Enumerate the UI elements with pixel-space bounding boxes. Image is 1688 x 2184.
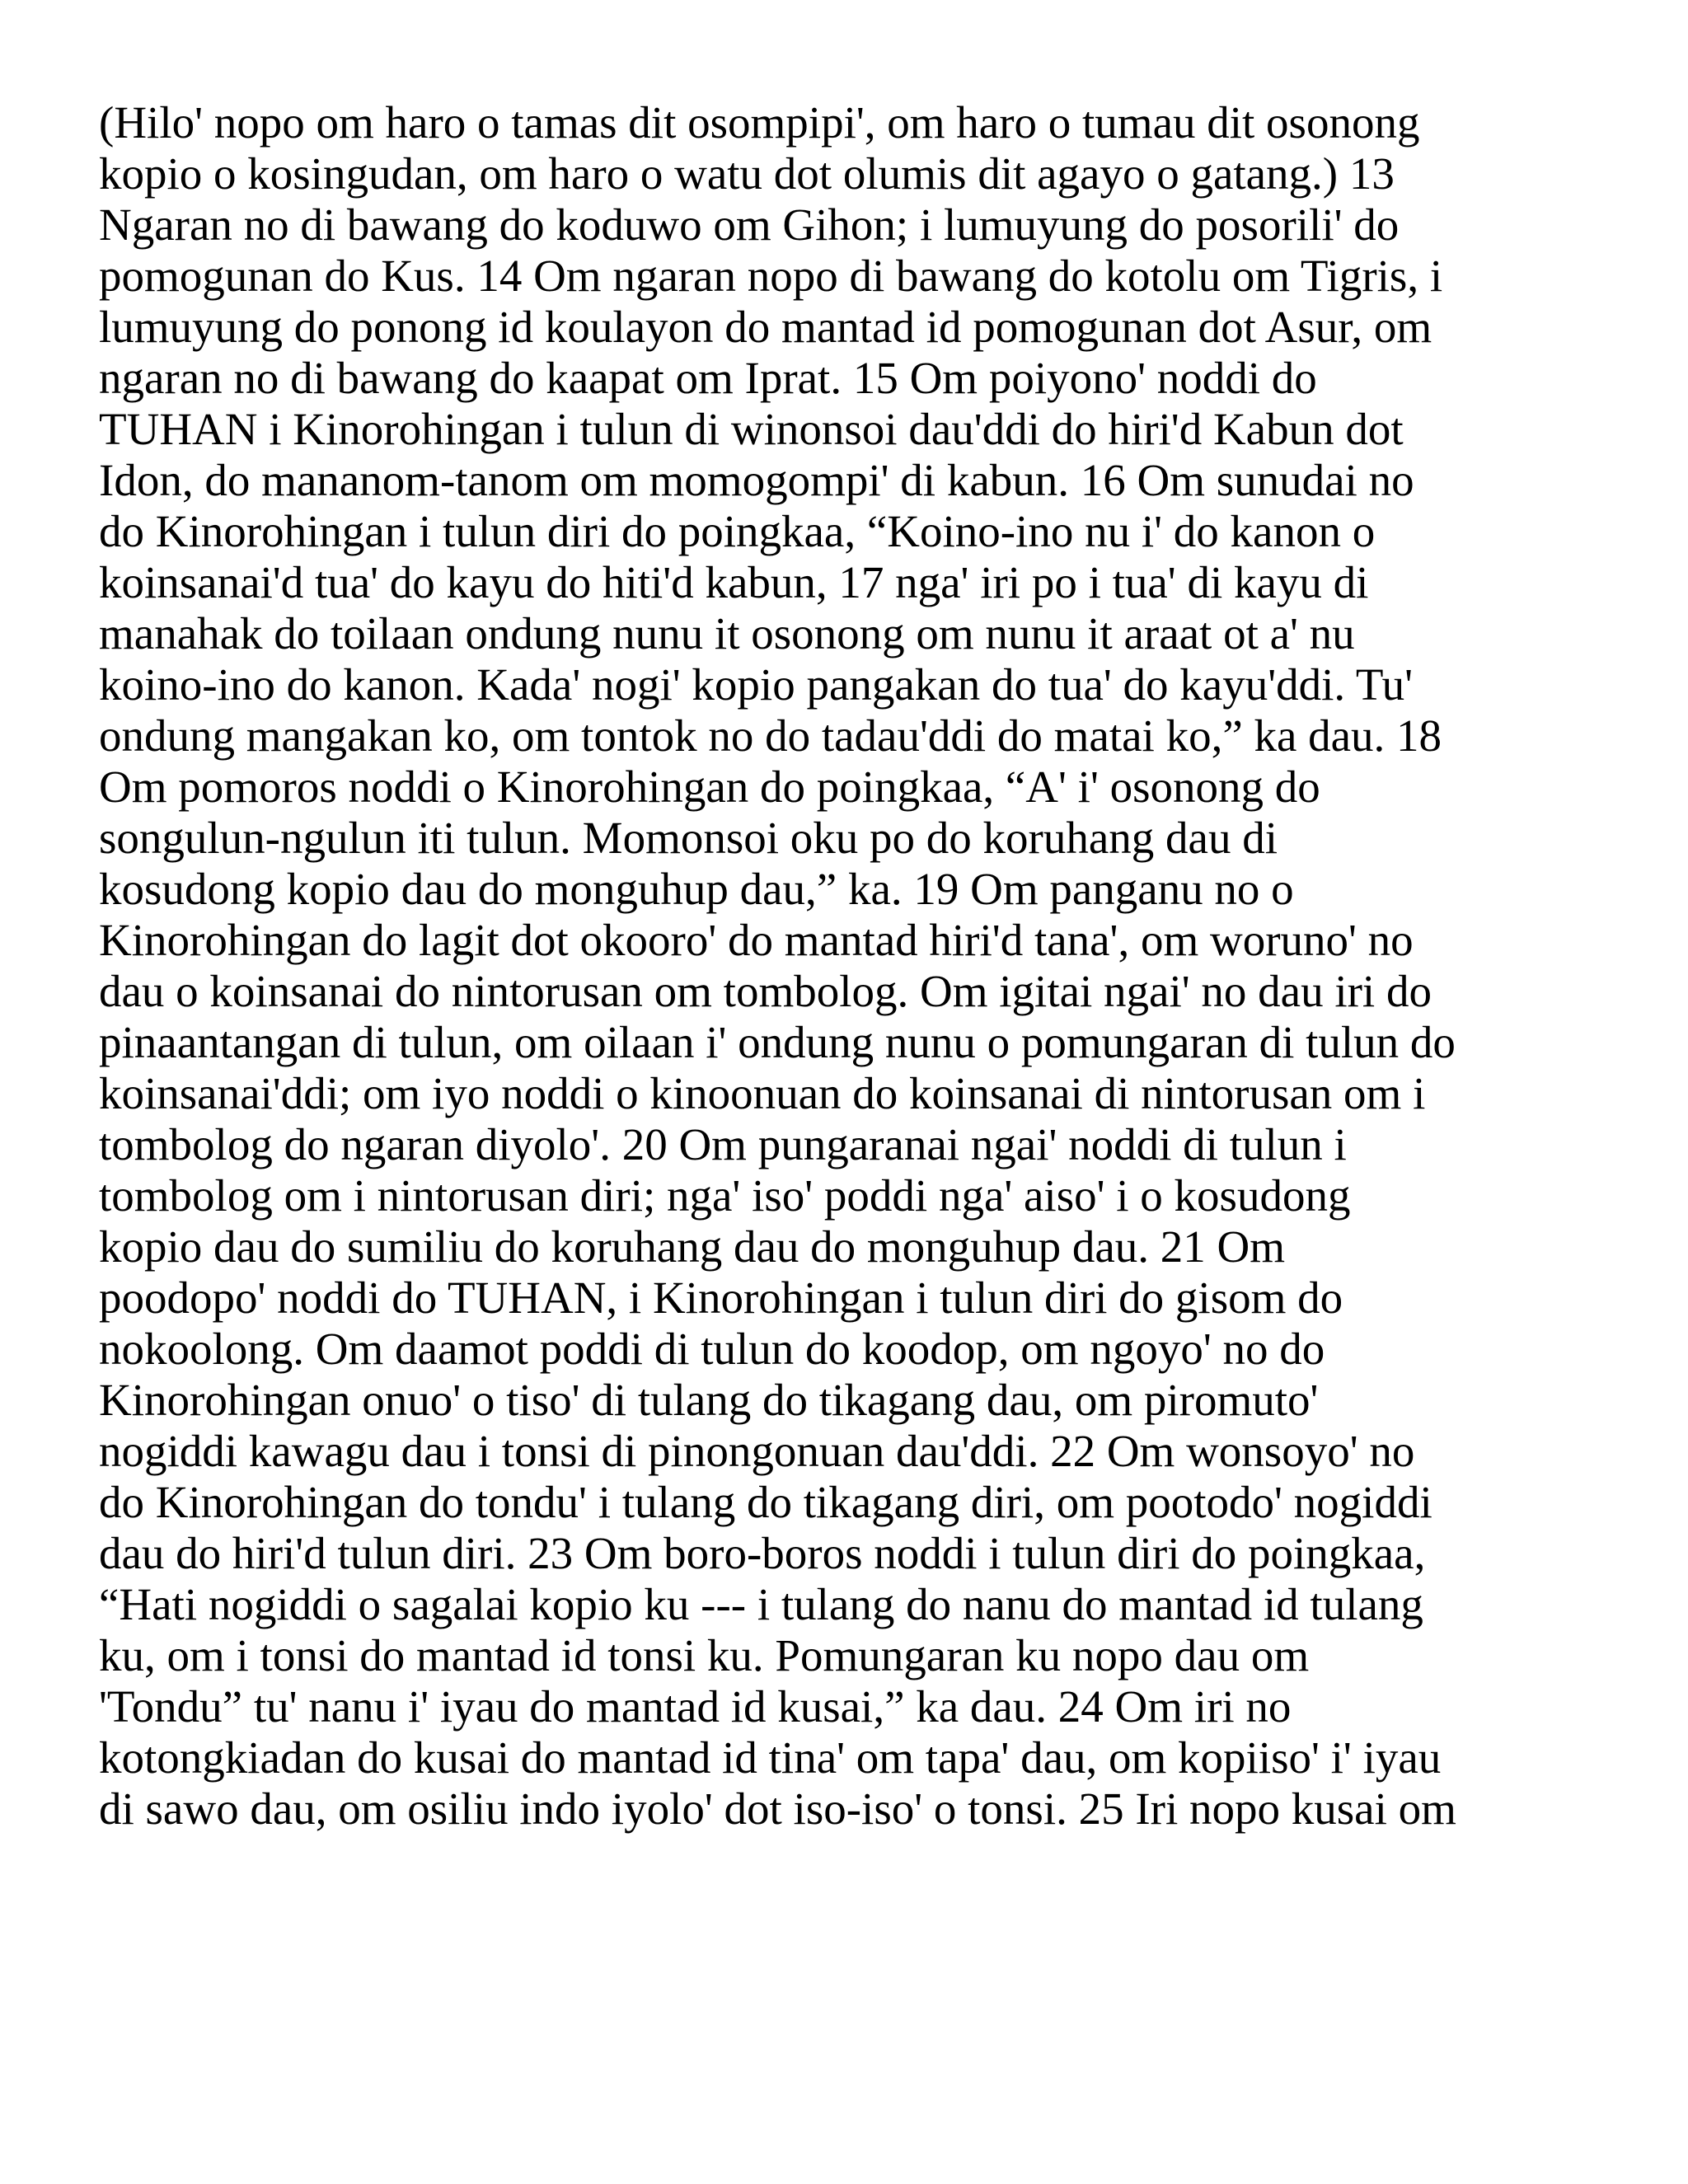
text-line: Ngaran no di bawang do koduwo om Gihon; i lumuyung do posorili' do [99, 199, 1400, 250]
text-line: dau o koinsanai do nintorusan om tombolog. Om igitai ngai' no dau iri do [99, 966, 1432, 1016]
body-text [99, 97, 1607, 1835]
text-line: kotongkiadan do kusai do mantad id tina' om tapa' dau, om kopiiso' i' iyau [99, 1732, 1442, 1783]
text-line: di sawo dau, om osiliu indo iyolo' dot iso-iso' o tonsi. 25 Iri nopo kusai om [99, 1783, 1456, 1834]
text-line: Idon, do mananom-tanom om momogompi' di kabun. 16 Om sunudai no [99, 455, 1414, 505]
text-line: (Hilo' nopo om haro o tamas dit osompipi', om haro o tumau dit osonong [99, 97, 1420, 148]
text-line: pinaantangan di tulun, om oilaan i' ondung nunu o pomungaran di tulun do [99, 1017, 1456, 1067]
text-line: manahak do toilaan ondung nunu it osonong om nunu it araat ot a' nu [99, 608, 1355, 658]
text-line: koino-ino do kanon. Kada' nogi' kopio pangakan do tua' do kayu'ddi. Tu' [99, 659, 1413, 710]
text-line: nokoolong. Om daamot poddi di tulun do koodop, om ngoyo' no do [99, 1324, 1325, 1374]
text-line: pomogunan do Kus. 14 Om ngaran nopo di bawang do kotolu om Tigris, i [99, 251, 1443, 301]
text-line: Kinorohingan onuo' o tiso' di tulang do tikagang dau, om piromuto' [99, 1375, 1319, 1425]
text-line: tombolog om i nintorusan diri; nga' iso' poddi nga' aiso' i o kosudong [99, 1170, 1351, 1221]
text-line: lumuyung do ponong id koulayon do mantad id pomogunan dot Asur, om [99, 302, 1432, 352]
text-line: koinsanai'd tua' do kayu do hiti'd kabun, 17 nga' iri po i tua' di kayu di [99, 557, 1369, 607]
text-line: poodopo' noddi do TUHAN, i Kinorohingan i tulun diri do gisom do [99, 1272, 1343, 1323]
text-line: koinsanai'ddi; om iyo noddi o kinoonuan do koinsanai di nintorusan om i [99, 1068, 1426, 1118]
text-line: ngaran no di bawang do kaapat om Iprat. 15 Om poiyono' noddi do [99, 353, 1317, 403]
text-line: kosudong kopio dau do monguhup dau,” ka. 19 Om panganu no o [99, 864, 1294, 914]
text-line: kopio o kosingudan, om haro o watu dot olumis dit agayo o gatang.) 13 [99, 148, 1395, 199]
text-line: do Kinorohingan do tondu' i tulang do tikagang diri, om pootodo' nogiddi [99, 1477, 1432, 1527]
text-line: songulun-ngulun iti tulun. Momonsoi oku po do koruhang dau di [99, 813, 1278, 863]
text-line: dau do hiri'd tulun diri. 23 Om boro-boros noddi i tulun diri do poingkaa, [99, 1528, 1426, 1578]
text-line: “Hati nogiddi o sagalai kopio ku --- i tulang do nanu do mantad id tulang [99, 1579, 1423, 1629]
text-line: ku, om i tonsi do mantad id tonsi ku. Pomungaran ku nopo dau om [99, 1630, 1310, 1680]
text-line: nogiddi kawagu dau i tonsi di pinongonuan dau'ddi. 22 Om wonsoyo' no [99, 1426, 1415, 1476]
text-line: ondung mangakan ko, om tontok no do tadau'ddi do matai ko,” ka dau. 18 [99, 710, 1442, 761]
text-line: 'Tondu” tu' nanu i' iyau do mantad id kusai,” ka dau. 24 Om iri no [99, 1681, 1292, 1732]
text-line: Om pomoros noddi o Kinorohingan do poingkaa, “A' i' osonong do [99, 762, 1320, 812]
text-line: kopio dau do sumiliu do koruhang dau do monguhup dau. 21 Om [99, 1221, 1286, 1272]
text-line: do Kinorohingan i tulun diri do poingkaa, “Koino-ino nu i' do kanon o [99, 506, 1376, 556]
text-line: TUHAN i Kinorohingan i tulun di winonsoi dau'ddi do hiri'd Kabun dot [99, 404, 1404, 454]
text-line: Kinorohingan do lagit dot okooro' do mantad hiri'd tana', om woruno' no [99, 915, 1414, 965]
text-line: tombolog do ngaran diyolo'. 20 Om pungaranai ngai' noddi di tulun i [99, 1119, 1347, 1169]
